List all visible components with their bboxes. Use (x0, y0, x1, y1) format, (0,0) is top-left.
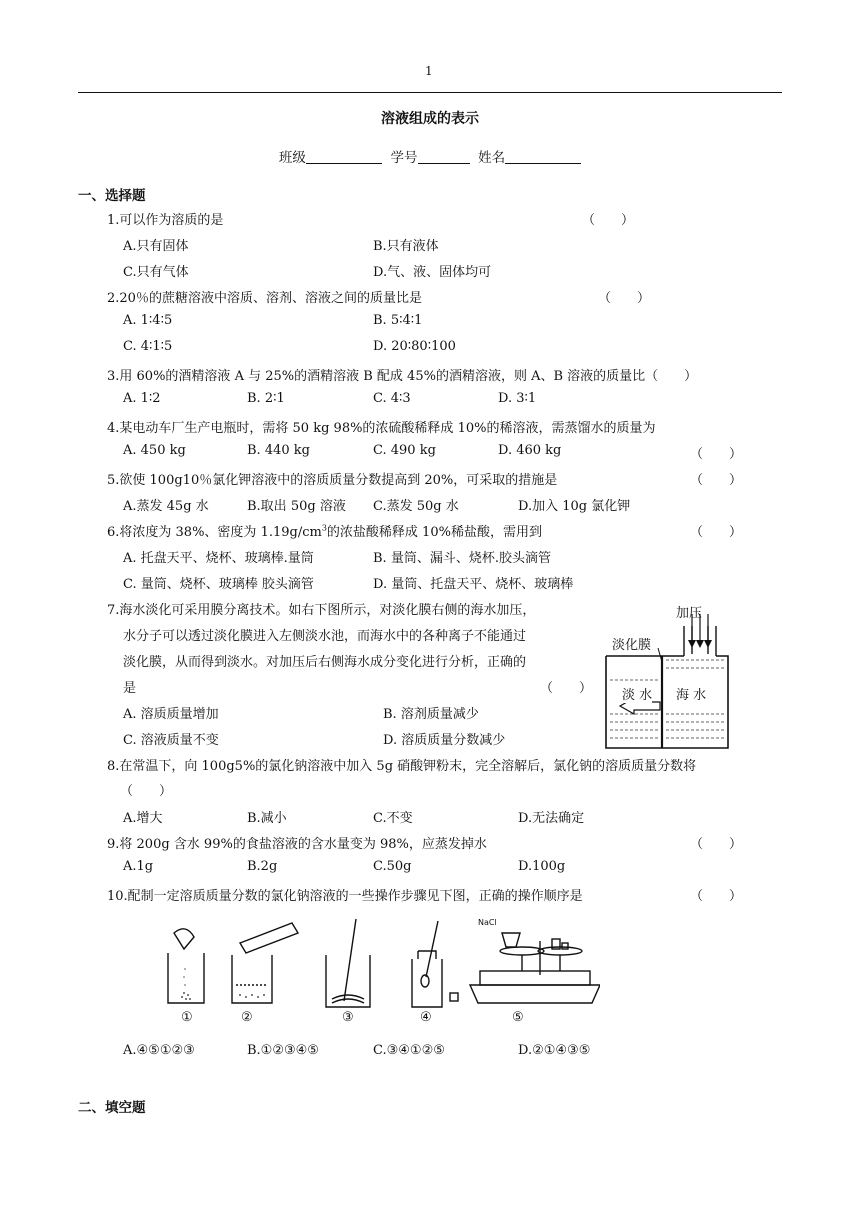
question-6-stem (107, 521, 542, 540)
question-4-option-d: D. 460 kg (498, 443, 562, 458)
question-1-option-c: C.只有气体 (123, 265, 189, 280)
question-2-option-a: A. 1∶4∶5 (123, 313, 173, 328)
fresh-water-label: 淡 水 (622, 684, 652, 703)
question-6-option-d: D. 量筒、托盘天平、烧杯、玻璃棒 (373, 577, 574, 592)
question-5-option-a: A.蒸发 45g 水 (123, 499, 209, 514)
question-10-stem: 10.配制一定溶质质量分数的氯化钠溶液的一些操作步骤见下图，正确的操作顺序是 (107, 889, 583, 904)
question-2-stem: 2.20％的蔗糖溶液中溶质、溶剂、溶液之间的质量比是 (107, 291, 422, 306)
question-8-stem: 8.在常温下，向 100g5%的氯化钠溶液中加入 5g 硝酸钾粉末，完全溶解后，氯化钠的溶质质量分数将 (107, 759, 697, 774)
question-5-option-b: B.取出 50g 溶液 (247, 499, 346, 514)
page-title: 溶液组成的表示 (381, 111, 479, 127)
pressure-label: 加压 (676, 606, 703, 621)
question-4-option-b: B. 440 kg (247, 443, 310, 458)
question-4-answer-paren[interactable]: （ ） (690, 447, 743, 462)
question-5-option-c: C.蒸发 50g 水 (373, 499, 459, 514)
question-3-option-a: A. 1∶2 (123, 391, 161, 406)
header-rule (78, 92, 782, 93)
question-2-option-d: D. 20∶80∶100 (373, 339, 456, 354)
solution-prep-figure (160, 915, 600, 1035)
question-7-option-d: D. 溶质质量分数减少 (383, 733, 506, 748)
question-2-option-c: C. 4∶1∶5 (123, 339, 173, 354)
question-5-option-d: D.加入 10g 氯化钾 (518, 499, 631, 514)
question-1-option-a: A.只有固体 (123, 239, 189, 254)
figure-label-2: ② (241, 1010, 253, 1025)
figure-label-1: ① (181, 1010, 193, 1025)
membrane-label: 淡化膜 (612, 638, 652, 653)
question-7-line-2: 水分子可以透过淡化膜进入左侧淡水池，而海水中的各种离子不能通过 (123, 629, 527, 644)
question-4-option-c: C. 490 kg (373, 443, 436, 458)
name-blank[interactable] (505, 149, 581, 164)
question-3-option-c: C. 4∶3 (373, 391, 411, 406)
question-10-option-b: B.①②③④⑤ (247, 1043, 319, 1058)
question-7-answer-paren[interactable]: （ ） (540, 681, 593, 696)
question-6-option-c: C. 量筒、烧杯、玻璃棒 胶头滴管 (123, 577, 314, 592)
question-3-option-b: B. 2∶1 (247, 391, 285, 406)
name-label: 姓名 (478, 150, 506, 166)
question-9-option-b: B.2g (247, 859, 278, 874)
question-8-answer-paren[interactable]: （ ） (120, 784, 173, 799)
question-7-option-a: A. 溶质质量增加 (123, 707, 219, 722)
question-2-option-b: B. 5∶4∶1 (373, 313, 423, 328)
page-number: 1 (425, 64, 433, 78)
question-10-answer-paren[interactable]: （ ） (690, 889, 743, 904)
question-5-answer-paren[interactable]: （ ） (690, 473, 743, 488)
question-7-line-1: 7.海水淡化可采用膜分离技术。如右下图所示，对淡化膜右侧的海水加压， (107, 603, 536, 618)
id-blank[interactable] (418, 149, 470, 164)
question-6-stem-pre: 6.将浓度为 38%、密度为 1.19g/cm (107, 525, 322, 540)
question-7-line-3: 淡化膜，从而得到淡水。对加压后右侧海水成分变化进行分析，正确的 (123, 655, 527, 670)
question-7-option-c: C. 溶液质量不变 (123, 733, 219, 748)
question-2-answer-paren[interactable]: （ ） (598, 291, 651, 306)
question-6-stem-post: 的浓盐酸稀释成 10%稀盐酸，需用到 (326, 525, 542, 540)
figure-label-5: ⑤ (512, 1010, 524, 1025)
question-6-option-a: A. 托盘天平、烧杯、玻璃棒.量筒 (123, 551, 314, 566)
question-3-stem: 3.用 60%的酒精溶液 A 与 25%的酒精溶液 B 配成 45%的酒精溶液，则 A、B 溶液的质量比（ ） (107, 369, 698, 384)
question-5-stem: 5.欲使 100g10％氯化钾溶液中的溶质质量分数提高到 20%，可采取的措施是 (107, 473, 558, 488)
question-9-option-c: C.50g (373, 859, 412, 874)
figure-label-4: ④ (420, 1010, 432, 1025)
sea-water-label: 海 水 (676, 684, 706, 703)
section-heading-choice: 一、选择题 (78, 188, 146, 204)
question-6-stem-sup: 3 (321, 523, 327, 533)
class-label: 班级 (278, 150, 306, 166)
id-label: 学号 (390, 150, 418, 166)
class-blank[interactable] (306, 149, 382, 164)
nacl-label: NaCl (478, 918, 497, 927)
question-6-answer-paren[interactable]: （ ） (690, 525, 743, 540)
question-10-option-a: A.④⑤①②③ (123, 1043, 195, 1058)
question-4-stem: 4.某电动车厂生产电瓶时，需将 50 kg 98%的浓硫酸稀释成 10%的稀溶液，需蒸馏水的质量为 (107, 421, 656, 436)
question-7-line-4: 是 (123, 681, 137, 696)
question-9-option-a: A.1g (123, 859, 154, 874)
question-8-option-d: D.无法确定 (518, 811, 585, 826)
question-10-option-d: D.②①④③⑤ (518, 1043, 591, 1058)
question-9-option-d: D.100g (518, 859, 566, 874)
question-9-stem: 9.将 200g 含水 99%的食盐溶液的含水量变为 98%，应蒸发掉水 (107, 837, 487, 852)
student-info-line (0, 146, 860, 166)
question-1-answer-paren[interactable]: （ ） (582, 213, 635, 228)
question-8-option-c: C.不变 (373, 811, 413, 826)
question-6-option-b: B. 量筒、漏斗、烧杯.胶头滴管 (373, 551, 551, 566)
question-7-option-b: B. 溶剂质量减少 (383, 707, 479, 722)
question-8-option-b: B.减小 (247, 811, 287, 826)
question-3-option-d: D. 3∶1 (498, 391, 537, 406)
section-heading-fill: 二、填空题 (78, 1100, 146, 1116)
question-1-stem: 1.可以作为溶质的是 (107, 213, 224, 228)
figure-label-3: ③ (342, 1010, 354, 1025)
question-8-option-a: A.增大 (123, 811, 163, 826)
question-4-option-a: A. 450 kg (123, 443, 186, 458)
question-10-option-c: C.③④①②⑤ (373, 1043, 445, 1058)
desalination-figure (600, 596, 750, 752)
question-1-option-b: B.只有液体 (373, 239, 439, 254)
question-9-answer-paren[interactable]: （ ） (690, 837, 743, 852)
question-1-option-d: D.气、液、固体均可 (373, 265, 492, 280)
